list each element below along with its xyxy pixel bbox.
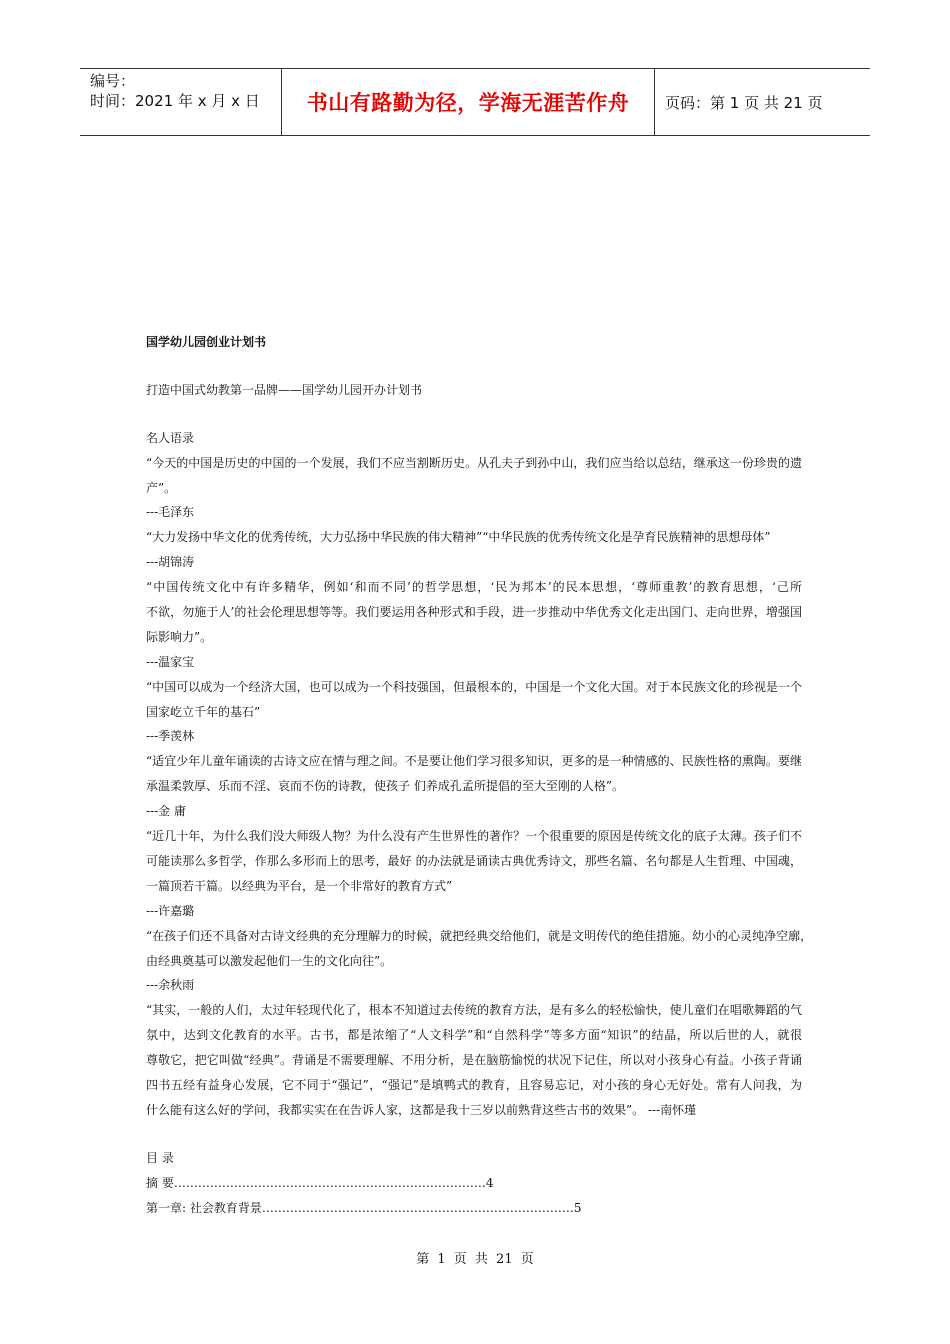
document-subtitle: 打造中国式幼教第一品牌——国学幼儿园开办计划书	[146, 383, 423, 397]
number-label: 编号：	[90, 72, 136, 90]
attribution: ---温家宝	[146, 655, 195, 669]
text-line: 一篇顶若干篇。以经典为平台，是一个非常好的教育方式”	[146, 879, 453, 893]
text-line: 氛中，达到文化教育的水平。古书，都是浓缩了“人文科学”和“自然科学”等多方面“知识”的结晶，所以后世的人，就很	[146, 1028, 802, 1042]
text-line: 四书五经有益身心发展，它不同于“强记”，“强记”是填鸭式的教育，且容易忘记，对小孩的身心无好处。常有人问我，为	[146, 1078, 802, 1092]
text-line: “在孩子们还不具备对古诗文经典的充分理解力的时候，就把经典交给他们，就是文明传代的绝佳措施。幼小的心灵纯净空廓，	[146, 929, 813, 943]
page-header	[80, 68, 870, 136]
text-line: 承温柔敦厚、乐而不淫、哀而不伤的诗教，使孩子 们养成孔孟所提倡的至大至刚的人格”。	[146, 779, 624, 793]
text-line: “中国可以成为一个经济大国，也可以成为一个科技强国，但最根本的，中国是一个文化大国。对于本民族文化的珍视是一个	[146, 680, 802, 694]
toc-heading: 目 录	[146, 1151, 174, 1165]
text-line: 国家屹立千年的基石”	[146, 705, 261, 719]
text-line: 由经典奠基可以激发起他们一生的文化向往”。	[146, 954, 393, 968]
attribution: ---季羡林	[146, 729, 195, 743]
attribution: ---许嘉璐	[146, 904, 195, 918]
text-line: “适宜少年儿童年诵读的古诗文应在情与理之间。不是要让他们学习很多知识，更多的是一种情感的、民族性格的熏陶。要继	[146, 754, 802, 768]
text-line: 什么能有这么好的学问，我都实实在在告诉人家，这都是我十三岁以前熟背这些古书的效果”。 ---南怀瑾	[146, 1103, 697, 1117]
time-label: 时间：2021 年 x 月 x 日	[90, 92, 260, 110]
header-motto: 书山有路勤为径，学海无涯苦作舟	[282, 69, 655, 135]
attribution: ---余秋雨	[146, 978, 195, 992]
text-line: “大力发扬中华文化的优秀传统，大力弘扬中华民族的伟大精神”“中华民族的优秀传统文化是孕育民族精神的思想母体”	[146, 530, 771, 544]
header-meta-cell	[80, 69, 282, 135]
text-line: “近几十年，为什么我们没大师级人物？为什么没有产生世界性的著作？一个很重要的原因是传统文化的底子太薄。孩子们不	[146, 829, 802, 843]
attribution: ---胡锦涛	[146, 555, 195, 569]
text-line: 际影响力”。	[146, 630, 213, 644]
text-line: 产”。	[146, 481, 177, 495]
text-line: “中国传统文化中有许多精华，例如‘和而不同’的哲学思想，‘民为邦本’的民本思想，‘尊师重教’的教育思想，‘己所	[146, 580, 802, 594]
toc-item[interactable]: 摘 要……………………………………………………………………4	[146, 1176, 494, 1190]
quotes-heading: 名人语录	[146, 431, 195, 445]
text-line: 不欲，勿施于人’的社会伦理思想等等。我们要运用各种形式和手段，进一步推动中华优秀文化走出国门、走向世界，增强国	[146, 605, 802, 619]
text-line: 可能读那么多哲学，作那么多形而上的思考，最好 的办法就是诵读古典优秀诗文，那些名篇、名句都是人生哲理、中国魂，	[146, 854, 802, 868]
header-page-info: 页码：第 1 页 共 21 页	[665, 93, 823, 112]
document-title: 国学幼儿园创业计划书	[146, 335, 267, 349]
page-footer: 第 1 页 共 21 页	[416, 1252, 534, 1267]
attribution: ---金 庸	[146, 804, 186, 818]
toc-item[interactable]: 第一章: 社会教育背景……………………………………………………………………5	[146, 1201, 582, 1215]
text-line: “今天的中国是历史的中国的一个发展，我们不应当割断历史。从孔夫子到孙中山，我们应当给以总结，继承这一份珍贵的遗	[146, 456, 802, 470]
attribution: ---毛泽东	[146, 505, 195, 519]
text-line: 尊敬它，把它叫做“经典”。背诵是不需要理解、不用分析，是在脑筋愉悦的状况下记住，所以对小孩身心有益。小孩子背诵	[146, 1053, 802, 1067]
text-line: “其实，一般的人们，太过年轻现代化了，根本不知道过去传统的教育方法，是有多么的轻松愉快，使儿童们在唱歌舞蹈的气	[146, 1003, 802, 1017]
